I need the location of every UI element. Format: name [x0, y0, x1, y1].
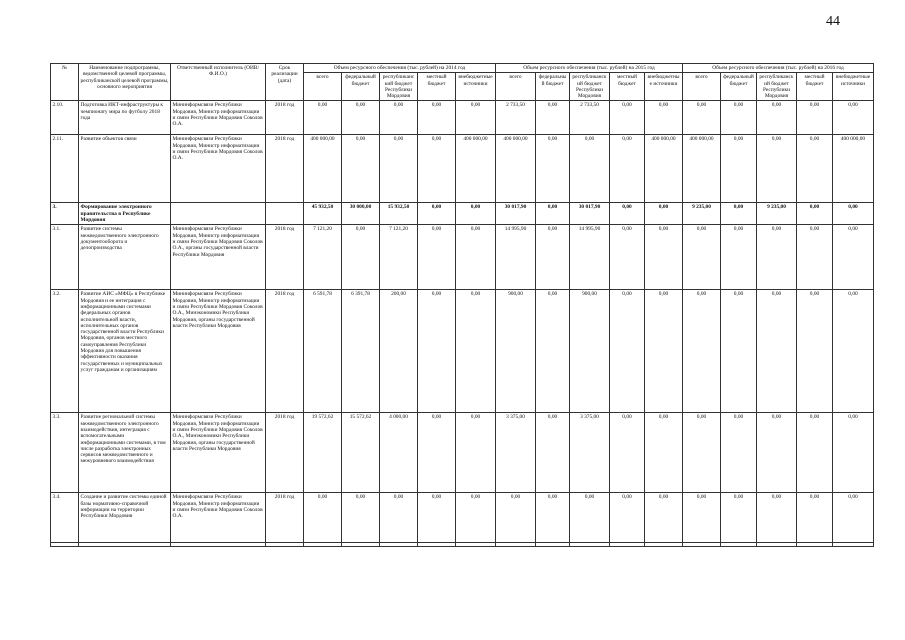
header-group-2015: Объем ресурсного обеспечения (тыс. рублей) на 2015 год: [496, 64, 683, 73]
value-cell: 0,00: [610, 493, 645, 543]
row-responsible: Мининформсвязи Республики Мордовия, Министр информатизации и связи Республики Мордовия Соколов О.А., Минэкономики Республики Мордовия, органы государственной власти Республики Мордовия: [171, 413, 266, 493]
table-row: [51, 135, 874, 203]
value-cell: 900,00: [570, 290, 610, 413]
value-cell: 45 932,50: [304, 203, 342, 225]
row-responsible: Мининформсвязи Республики Мордовия, Министр информатизации и связи Республики Мордовия Соколов О.А., Минэкономики Республики Мордовия, органы государственной власти Республики Мордовия: [171, 290, 266, 413]
value-cell: 2 733,50: [496, 101, 536, 135]
row-num: 3.: [51, 203, 79, 225]
value-cell: 0,00: [721, 135, 757, 203]
table-row: [51, 413, 874, 493]
resource-table: [50, 63, 874, 547]
row-term: 2018 год: [266, 493, 304, 543]
value-cell: 0,00: [380, 493, 418, 543]
value-cell: 0,00: [797, 135, 833, 203]
value-cell: 14 995,90: [496, 225, 536, 290]
value-cell: 400 000,00: [496, 135, 536, 203]
header-2014-federal: федеральный бюджет: [342, 73, 380, 101]
row-name: Развитие АИС «МФЦ» в Республике Мордовия и ее интеграция с информационными системами федеральных органов исполнительной власти, исполнительных органов государственной власти Республики Мордовия, органов местного самоуправления Республики Мордовия для повышения эффективности оказания государственных и муниципальных услуг гражданам и организациям: [79, 290, 171, 413]
row-responsible: Мининформсвязи Республики Мордовия, Министр информатизации и связи Республики Мордовия Соколов О.А.: [171, 135, 266, 203]
value-cell: 0,00: [797, 290, 833, 413]
value-cell: 0,00: [536, 135, 570, 203]
row-num: 3.3.: [51, 413, 79, 493]
value-cell: 0,00: [683, 413, 721, 493]
value-cell: 0,00: [536, 493, 570, 543]
value-cell: 0,00: [833, 225, 874, 290]
value-cell: 0,00: [610, 225, 645, 290]
value-cell: 0,00: [797, 101, 833, 135]
value-cell: 0,00: [456, 203, 496, 225]
value-cell: 15 572,62: [342, 413, 380, 493]
value-cell: 30 017,90: [570, 203, 610, 225]
value-cell: 0,00: [797, 203, 833, 225]
header-2014-republic: республиканский бюджет Республики Мордовия: [380, 73, 418, 101]
value-cell: 0,00: [570, 135, 610, 203]
value-cell: 0,00: [757, 413, 797, 493]
value-cell: 0,00: [536, 413, 570, 493]
row-term: 2018 год: [266, 225, 304, 290]
row-name: Развитие системы межведомственного электронного документооборота и делопроизводства: [79, 225, 171, 290]
value-cell: 0,00: [721, 101, 757, 135]
value-cell: 0,00: [418, 493, 456, 543]
value-cell: 0,00: [645, 203, 683, 225]
value-cell: 0,00: [757, 493, 797, 543]
header-2015-extra: внебюджетные источники: [645, 73, 683, 101]
value-cell: 30 017,90: [496, 203, 536, 225]
value-cell: 0,00: [456, 413, 496, 493]
value-cell: 4 000,00: [380, 413, 418, 493]
value-cell: 200,00: [380, 290, 418, 413]
header-group-2014: Объем ресурсного обеспечения (тыс. рублей) на 2014 год: [304, 64, 496, 73]
header-2015-total: всего: [496, 73, 536, 101]
value-cell: 0,00: [833, 203, 874, 225]
value-cell: 0,00: [456, 290, 496, 413]
value-cell: 0,00: [342, 493, 380, 543]
value-cell: 0,00: [536, 225, 570, 290]
value-cell: 0,00: [797, 225, 833, 290]
row-name: Развитие объектов связи: [79, 135, 171, 203]
table-row: [51, 290, 874, 413]
row-name: Подготовка ИКТ-инфраструктуры к чемпионату мира по футболу 2018 года: [79, 101, 171, 135]
value-cell: 400 000,00: [645, 135, 683, 203]
value-cell: 0,00: [721, 203, 757, 225]
header-name: Наименование подпрограммы, ведомственной целевой программы, республиканской целевой программы, основного мероприятия: [79, 64, 171, 101]
value-cell: 0,00: [645, 493, 683, 543]
row-num: 2.11.: [51, 135, 79, 203]
value-cell: 0,00: [683, 493, 721, 543]
value-cell: 400 000,00: [456, 135, 496, 203]
table-row: [51, 101, 874, 135]
value-cell: 0,00: [645, 101, 683, 135]
row-num: 3.4.: [51, 493, 79, 543]
value-cell: 19 572,62: [304, 413, 342, 493]
value-cell: 0,00: [721, 225, 757, 290]
value-cell: 6 591,78: [304, 290, 342, 413]
value-cell: 0,00: [536, 101, 570, 135]
value-cell: 0,00: [536, 290, 570, 413]
value-cell: 0,00: [418, 135, 456, 203]
value-cell: 0,00: [304, 101, 342, 135]
table-row: [51, 203, 874, 225]
value-cell: 9 235,00: [757, 203, 797, 225]
row-term: [266, 203, 304, 225]
value-cell: 0,00: [721, 290, 757, 413]
value-cell: 0,00: [797, 413, 833, 493]
header-2014-total: всего: [304, 73, 342, 101]
value-cell: 0,00: [380, 101, 418, 135]
value-cell: 0,00: [342, 225, 380, 290]
value-cell: 0,00: [833, 413, 874, 493]
value-cell: 0,00: [496, 493, 536, 543]
value-cell: 0,00: [683, 225, 721, 290]
value-cell: 0,00: [610, 135, 645, 203]
header-2016-extra: внебюджетные источники: [833, 73, 874, 101]
value-cell: 0,00: [757, 225, 797, 290]
header-num: №: [51, 64, 79, 101]
row-responsible: Мининформсвязи Республики Мордовия, Министр информатизации и связи Республики Мордовия Соколов О.А., органы государственной власти Республики Мордовия: [171, 225, 266, 290]
value-cell: 0,00: [610, 290, 645, 413]
value-cell: 0,00: [570, 493, 610, 543]
header-2015-republic: республиканский бюджет Республики Мордовия: [570, 73, 610, 101]
header-term: Срок реализации (дата): [266, 64, 304, 101]
value-cell: 0,00: [418, 413, 456, 493]
value-cell: 0,00: [721, 493, 757, 543]
header-2016-local: местный бюджет: [797, 73, 833, 101]
row-term: 2018 год: [266, 101, 304, 135]
row-term: 2018 год: [266, 290, 304, 413]
value-cell: 0,00: [342, 135, 380, 203]
value-cell: 0,00: [342, 101, 380, 135]
value-cell: 0,00: [833, 101, 874, 135]
row-name: Развитие региональной системы межведомственного электронного взаимодействия, интеграция с вспомогательными информационными системами, в том числе разработка электронных сервисов межведомственного и межуровневого взаимодействия: [79, 413, 171, 493]
row-name: Формирование электронного правительства в Республике Мордовия: [79, 203, 171, 225]
header-group-2016: Объем ресурсного обеспечения (тыс. рублей) на 2016 год: [683, 64, 874, 73]
header-2016-federal: федеральный бюджет: [721, 73, 757, 101]
value-cell: 0,00: [610, 413, 645, 493]
header-2016-total: всего: [683, 73, 721, 101]
value-cell: 7 121,20: [304, 225, 342, 290]
value-cell: 0,00: [418, 101, 456, 135]
value-cell: 0,00: [456, 101, 496, 135]
value-cell: 400 000,00: [833, 135, 874, 203]
header-2014-local: местный бюджет: [418, 73, 456, 101]
value-cell: 6 391,78: [342, 290, 380, 413]
row-num: 3.1.: [51, 225, 79, 290]
value-cell: 0,00: [304, 493, 342, 543]
value-cell: 900,00: [496, 290, 536, 413]
value-cell: 2 733,50: [570, 101, 610, 135]
header-2015-local: местный бюджет: [610, 73, 645, 101]
value-cell: 7 121,20: [380, 225, 418, 290]
value-cell: 0,00: [757, 135, 797, 203]
value-cell: 0,00: [833, 290, 874, 413]
value-cell: 0,00: [721, 413, 757, 493]
header-2016-republic: республиканский бюджет Республики Мордовия: [757, 73, 797, 101]
value-cell: 9 235,00: [683, 203, 721, 225]
value-cell: 0,00: [833, 493, 874, 543]
value-cell: 0,00: [380, 135, 418, 203]
table-tail-row: [51, 543, 874, 547]
value-cell: 0,00: [645, 413, 683, 493]
row-num: 3.2.: [51, 290, 79, 413]
header-2015-federal: федеральный бюджет: [536, 73, 570, 101]
value-cell: 400 000,00: [304, 135, 342, 203]
value-cell: 0,00: [645, 290, 683, 413]
value-cell: 15 932,50: [380, 203, 418, 225]
value-cell: 0,00: [757, 290, 797, 413]
value-cell: 0,00: [418, 203, 456, 225]
row-num: 2.10.: [51, 101, 79, 135]
page-number: 44: [826, 14, 840, 29]
value-cell: 30 000,00: [342, 203, 380, 225]
value-cell: 0,00: [645, 225, 683, 290]
table-row: [51, 493, 874, 543]
value-cell: 0,00: [536, 203, 570, 225]
header-row-groups: [51, 64, 874, 73]
value-cell: 0,00: [456, 493, 496, 543]
value-cell: 0,00: [797, 493, 833, 543]
row-responsible: [171, 203, 266, 225]
header-2014-extra: внебюджетные источники: [456, 73, 496, 101]
row-term: 2018 год: [266, 413, 304, 493]
value-cell: 0,00: [610, 101, 645, 135]
value-cell: 0,00: [418, 290, 456, 413]
table-row: [51, 225, 874, 290]
value-cell: 14 995,90: [570, 225, 610, 290]
row-name: Создание и развитие системы единой базы нормативно-справочной информации на территории Республики Мордовия: [79, 493, 171, 543]
row-responsible: Мининформсвязи Республики Мордовия, Министр информатизации и связи Республики Мордовия Соколов О.А.: [171, 101, 266, 135]
value-cell: 0,00: [757, 101, 797, 135]
value-cell: 0,00: [610, 203, 645, 225]
value-cell: 400 000,00: [683, 135, 721, 203]
value-cell: 3 375,00: [496, 413, 536, 493]
value-cell: 0,00: [683, 101, 721, 135]
row-term: 2018 год: [266, 135, 304, 203]
value-cell: 0,00: [683, 290, 721, 413]
row-responsible: Мининформсвязи Республики Мордовия, Министр информатизации и связи Республики Мордовия Соколов О.А.: [171, 493, 266, 543]
value-cell: 0,00: [456, 225, 496, 290]
value-cell: 3 375,00: [570, 413, 610, 493]
value-cell: 0,00: [418, 225, 456, 290]
header-responsible: Ответственный исполнитель (ОИВ/Ф.И.О.): [171, 64, 266, 101]
